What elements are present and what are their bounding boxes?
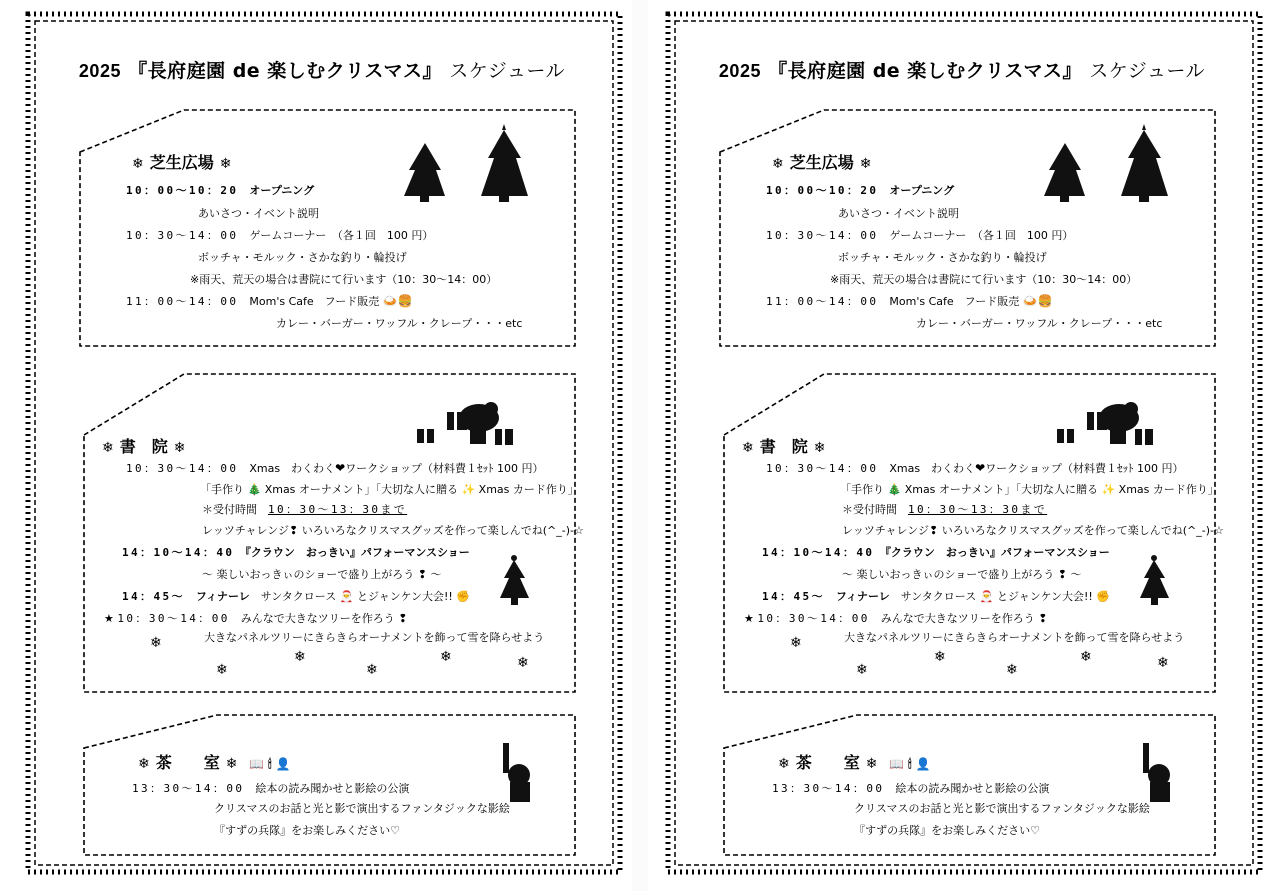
section-title-shibafu: ❄ 芝生広場 ❄ [132, 153, 232, 172]
section-title-shibafu: ❄ 芝生広場 ❄ [772, 153, 872, 172]
book-candle-person-icon: 📖 🕯 👤 [249, 757, 291, 771]
star-icon: ★ [104, 612, 114, 625]
schedule-item: 10：30～14：00 ゲームコーナー （各１回 100 円） [126, 229, 434, 242]
item-detail: ボッチャ・モルック・さかな釣り・輪投げ [198, 251, 407, 264]
schedule-item: 10：30～14：00 ゲームコーナー （各１回 100 円） [766, 229, 1074, 242]
item-detail: ～ 楽しいおっきぃのショーで盛り上がろう ❢ ～ [842, 568, 1082, 581]
snowflake-icon: ❄ [132, 156, 144, 172]
christmas-tree-icon [481, 124, 528, 202]
snowflake-icon: ❄ [225, 756, 238, 772]
snowflake-icon: ❄ [859, 156, 872, 172]
santa-gifts-icon [417, 402, 513, 445]
schedule-item: ★ 10：30～14：00 みんなで大きなツリーを作ろう ❢ [744, 612, 1048, 625]
snowflake-icon: ❄ [366, 662, 378, 678]
item-detail: 大きなパネルツリーにきらきらオーナメントを飾って雪を降らせよう [844, 631, 1185, 644]
food-icon: 🍛🍔 [1022, 294, 1053, 308]
item-detail: あいさつ・イベント説明 [198, 207, 319, 220]
section-title-chashitsu: ❄ 茶 室 ❄ 📖 🕯 👤 [778, 753, 931, 772]
snowflake-icon: ❄ [294, 649, 306, 665]
christmas-tree-icon [1044, 143, 1085, 202]
item-detail: レッツチャレンジ❢ いろいろなクリスマスグッズを作って楽しんでね(^_-)-☆ [202, 524, 584, 537]
schedule-item: 14：45～ フィナーレ サンタクロース 🎅 とジャンケン大会!! ✊ [762, 590, 1110, 603]
item-detail: 「手作り 🎄 Xmas オーナメント」「大切な人に贈る ✨ Xmas カード作り」 [840, 483, 1219, 496]
snowflake-icon: ❄ [865, 756, 878, 772]
schedule-item: 13：30～14：00 絵本の読み聞かせと影絵の公演 [132, 782, 410, 795]
page-title: 2025 『長府庭園 de 楽しむクリスマス』 スケジュール [78, 60, 566, 82]
section-title-shoin: ❄ 書 院 ❄ [742, 437, 826, 456]
item-detail: クリスマスのお話と光と影で演出するファンタジックな影絵 [214, 802, 510, 815]
snowflake-icon: ❄ [150, 635, 162, 651]
item-detail: ～ 楽しいおっきぃのショーで盛り上がろう ❢ ～ [202, 568, 442, 581]
book-candle-person-icon: 📖 🕯 👤 [889, 757, 931, 771]
item-detail: 大きなパネルツリーにきらきらオーナメントを飾って雪を降らせよう [204, 631, 545, 644]
item-detail: カレー・バーガー・ワッフル・クレープ・・・etc [916, 317, 1163, 330]
snowflake-icon: ❄ [440, 649, 452, 665]
schedule-item: 11：00～14：00 Mom's Cafe フード販売 🍛🍔 [766, 294, 1053, 308]
schedule-item: 14：10～14：40 『クラウン おっきい』パフォーマンスショー [122, 546, 470, 559]
flyer-right [644, 0, 1280, 891]
schedule-item: 13：30～14：00 絵本の読み聞かせと影絵の公演 [772, 782, 1050, 795]
ornament-tree-icon [1140, 555, 1169, 605]
item-detail: 『すずの兵隊』をお楽しみください♡ [214, 824, 400, 837]
item-detail: あいさつ・イベント説明 [838, 207, 959, 220]
snowflake-icon: ❄ [216, 662, 228, 678]
snowflake-icon: ❄ [1080, 649, 1092, 665]
schedule-item: 14：10～14：40 『クラウン おっきい』パフォーマンスショー [762, 546, 1110, 559]
rain-note: ※雨天、荒天の場合は書院にて行います（10：30～14：00） [190, 273, 498, 286]
snowflake-icon: ❄ [138, 756, 150, 772]
ornament-tree-icon [500, 555, 529, 605]
snowflake-icon: ❄ [856, 662, 868, 678]
snowflake-icon: ❄ [934, 649, 946, 665]
section-title-chashitsu: ❄ 茶 室 ❄ 📖 🕯 👤 [138, 753, 291, 772]
flyer-left [4, 0, 640, 891]
snowflake-icon: ❄ [1006, 662, 1018, 678]
schedule-item: 14：45～ フィナーレ サンタクロース 🎅 とジャンケン大会!! ✊ [122, 590, 470, 603]
schedule-item: ★ 10：30～14：00 みんなで大きなツリーを作ろう ❢ [104, 612, 408, 625]
snowflake-icon: ❄ [790, 635, 802, 651]
star-icon: ★ [744, 612, 754, 625]
reception-time: ＊受付時間 10：30～13：30まで [842, 503, 1048, 516]
schedule-item: 10：30～14：00 Xmas わくわく❤ワークショップ（材料費１ｾｯﾄ 100 円） [126, 461, 544, 475]
item-detail: ボッチャ・モルック・さかな釣り・輪投げ [838, 251, 1047, 264]
snowflake-icon: ❄ [173, 440, 186, 456]
heart-icon: ❤ [975, 461, 986, 475]
schedule-item: 10：00～10：20 オープニング [766, 184, 955, 197]
christmas-tree-icon [1121, 124, 1168, 202]
snowflake-icon: ❄ [219, 156, 232, 172]
santa-candle-icon [1143, 743, 1170, 802]
snowflake-icon: ❄ [778, 756, 790, 772]
snowflake-icon: ❄ [102, 440, 114, 456]
item-detail: 「手作り 🎄 Xmas オーナメント」「大切な人に贈る ✨ Xmas カード作り」 [200, 483, 579, 496]
snowflake-icon: ❄ [742, 440, 754, 456]
schedule-item: 10：00～10：20 オープニング [126, 184, 315, 197]
snowflake-icon: ❄ [517, 655, 529, 671]
santa-candle-icon [503, 743, 530, 802]
schedule-item: 10：30～14：00 Xmas わくわく❤ワークショップ（材料費１ｾｯﾄ 100 円） [766, 461, 1184, 475]
item-detail: クリスマスのお話と光と影で演出するファンタジックな影絵 [854, 802, 1150, 815]
item-detail: 『すずの兵隊』をお楽しみください♡ [854, 824, 1040, 837]
christmas-tree-icon [404, 143, 445, 202]
santa-gifts-icon [1057, 402, 1153, 445]
item-detail: カレー・バーガー・ワッフル・クレープ・・・etc [276, 317, 523, 330]
heart-icon: ❤ [335, 461, 346, 475]
item-detail: レッツチャレンジ❢ いろいろなクリスマスグッズを作って楽しんでね(^_-)-☆ [842, 524, 1224, 537]
section-title-shoin: ❄ 書 院 ❄ [102, 437, 186, 456]
snowflake-icon: ❄ [1157, 655, 1169, 671]
rain-note: ※雨天、荒天の場合は書院にて行います（10：30～14：00） [830, 273, 1138, 286]
snowflake-icon: ❄ [772, 156, 784, 172]
reception-time: ＊受付時間 10：30～13：30まで [202, 503, 408, 516]
page-title: 2025 『長府庭園 de 楽しむクリスマス』 スケジュール [718, 60, 1206, 82]
schedule-item: 11：00～14：00 Mom's Cafe フード販売 🍛🍔 [126, 294, 413, 308]
snowflake-icon: ❄ [813, 440, 826, 456]
food-icon: 🍛🍔 [382, 294, 413, 308]
